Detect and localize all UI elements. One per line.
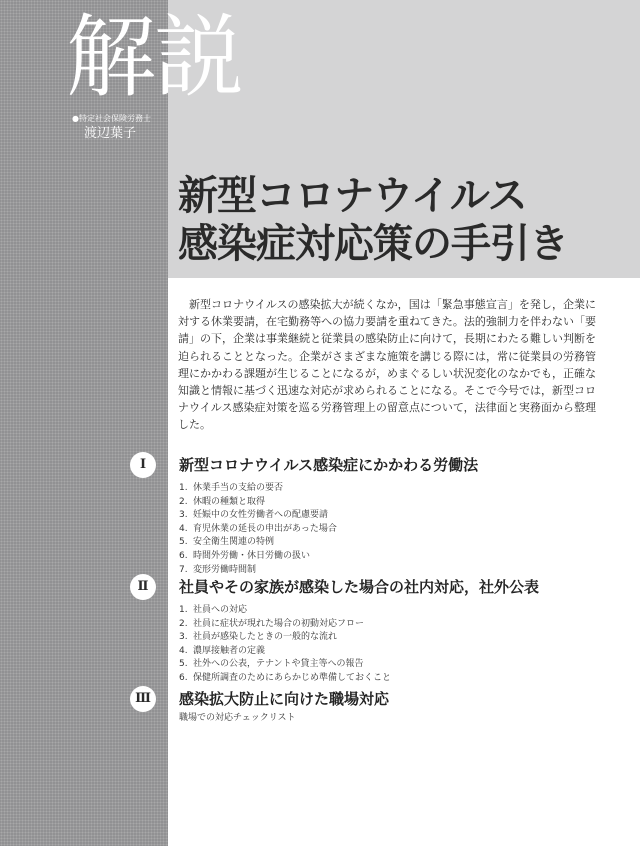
list-item: 5. 社外への公表，テナントや貸主等への報告 [179, 659, 364, 670]
list-item: 3. 妊娠中の女性労働者への配慮要請 [179, 510, 329, 521]
list-item: 6. 時間外労働・休日労働の扱い [179, 550, 311, 561]
section-3-numeral: Ⅲ [130, 686, 156, 712]
section-2-numeral: Ⅱ [130, 574, 156, 600]
list-item: 7. 変形労働時間制 [179, 564, 257, 575]
section-1-numeral: Ⅰ [130, 452, 156, 478]
section-label: 解説 [66, 5, 242, 110]
section-3-subtitle: 職場での対応チェックリスト [179, 713, 296, 723]
list-item: 4. 育児休業の延長の申出があった場合 [179, 523, 337, 534]
article-title [178, 172, 568, 268]
article-title-line-1: 新型コロナウイルス [178, 172, 527, 219]
section-3-title: 感染拡大防止に向けた職場対応 [179, 690, 390, 708]
list-item: 5. 安全衛生関連の特例 [179, 537, 275, 548]
lead-paragraph: 新型コロナウイルスの感染拡大が続くなか，国は「緊急事態宣言」を発し，企業に対する休業要請，在宅勤務等への協力要請を重ねてきた。法的強制力を伴わない「要請」の下，企業は事業継続と従業員の感染防止に向けて，長期にわたる難しい判断を迫られることとなった。企業がさまざまな施策を講じる際には，常に従業員の労務管理にかかわる課題が生じることになるが，めまぐるしい状況変化のなかでも，正確な知識と情報に基づく迅速な対応が求められることになる。そこで今号では，新型コロナウイルス感染症対策を巡る労務管理上の留意点について，法律面と実務面から整理した。 [178, 298, 596, 432]
list-item: 3. 社員が感染したときの一般的な流れ [179, 632, 338, 643]
list-item: 1. 社員への対応 [179, 605, 248, 615]
author-name: 渡辺葉子 [84, 126, 137, 141]
list-item: 2. 社員に症状が現れた場合の初動対応フロー [179, 618, 365, 629]
section-2-title: 社員やその家族が感染した場合の社内対応，社外公表 [179, 578, 540, 596]
section-2-list [179, 604, 391, 686]
list-item: 2. 休暇の種類と取得 [179, 496, 266, 507]
list-item: 1. 休業手当の支給の要否 [179, 483, 284, 493]
section-1-list [179, 482, 337, 577]
section-1-title: 新型コロナウイルス感染症にかかわる労働法 [179, 456, 479, 474]
list-item: 6. 保健所調査のためにあらかじめ準備しておくこと [179, 672, 392, 683]
article-title-line-2: 感染症対応策の手引き [178, 220, 568, 267]
list-item: 4. 濃厚接触者の定義 [179, 645, 266, 656]
author-role: ●特定社会保険労務士 [72, 114, 151, 123]
